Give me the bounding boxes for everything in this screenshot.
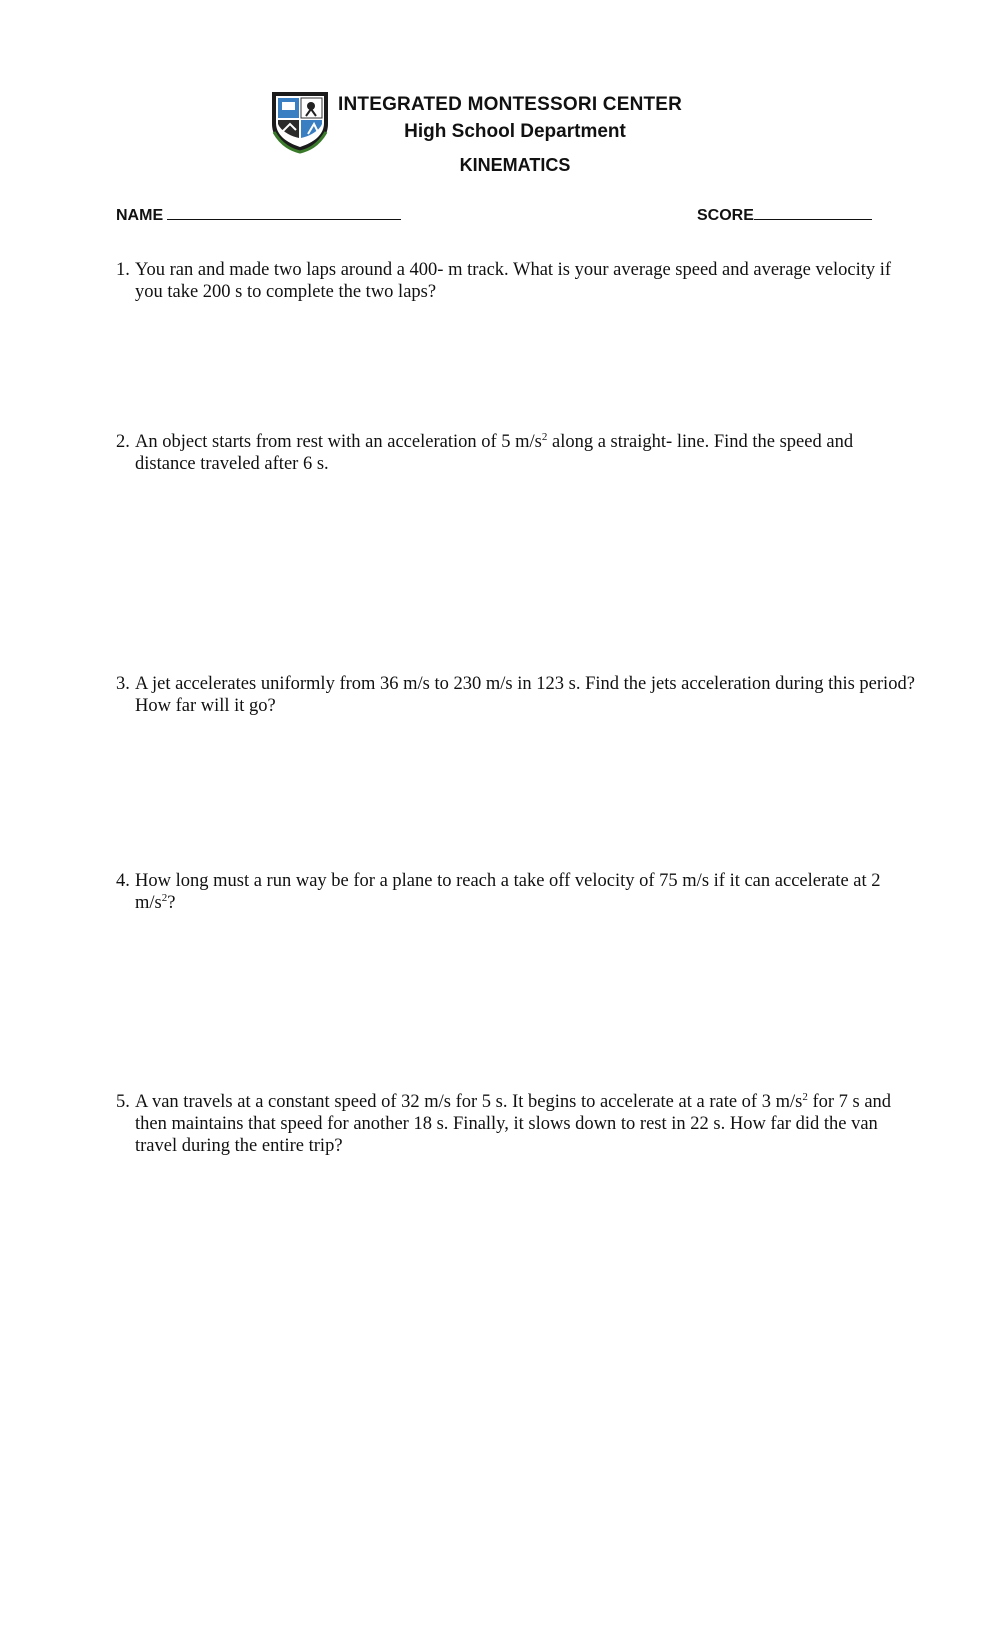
student-fields (116, 203, 876, 231)
question-number: 4. (116, 871, 130, 891)
worksheet-title: KINEMATICS (459, 155, 571, 175)
question-1 (116, 259, 916, 303)
superscript: 2 (541, 430, 548, 443)
name-field[interactable] (116, 203, 401, 225)
name-blank-line[interactable] (167, 203, 401, 220)
question-text: A jet accelerates uniformly from 36 m/s to 230 m/s in 123 s. Find the jets acceleration during this period? How far will it go? (135, 674, 915, 716)
document-header (0, 86, 1000, 181)
superscript: 2 (161, 891, 168, 904)
name-label: NAME (116, 207, 164, 224)
question-text: You ran and made two laps around a 400- m track. What is your average speed and average velocity if you take 200 s to complete the two laps? (135, 260, 892, 302)
question-text-part: How long must a run way be for a plane to reach a take off velocity of 75 m/s if it can accelerate at 2 m/s (135, 871, 881, 913)
question-3 (116, 673, 916, 717)
question-text-part: for 7 s and then maintains that speed for another 18 s. Finally, it slows down to rest in 22 s. How far did the van travel during the entire trip? (135, 1092, 892, 1156)
question-text-part: An object starts from rest with an acceleration of 5 m/s (135, 432, 542, 452)
question-text-part: A van travels at a constant speed of 32 m/s for 5 s. It begins to accelerate at a rate of 3 m/s (135, 1092, 803, 1112)
superscript: 2 (802, 1090, 808, 1103)
question-number: 1. (116, 260, 130, 280)
department-name: High School Department (404, 121, 626, 142)
question-text (135, 870, 916, 914)
question-5 (116, 1091, 916, 1157)
question-number: 3. (116, 674, 130, 694)
question-text-part: along a straight- line. Find the speed and distance traveled after 6 s. (135, 432, 854, 474)
question-4 (116, 870, 916, 914)
score-blank-line[interactable] (754, 203, 872, 220)
question-number: 5. (116, 1092, 130, 1112)
school-name: INTEGRATED MONTESSORI CENTER (338, 94, 683, 115)
question-text-part: ? (167, 893, 176, 913)
question-text (135, 431, 916, 475)
question-2 (116, 431, 916, 475)
question-text (135, 1091, 916, 1157)
question-number: 2. (116, 432, 130, 452)
score-label: SCORE (697, 207, 754, 224)
score-field[interactable] (697, 203, 872, 225)
